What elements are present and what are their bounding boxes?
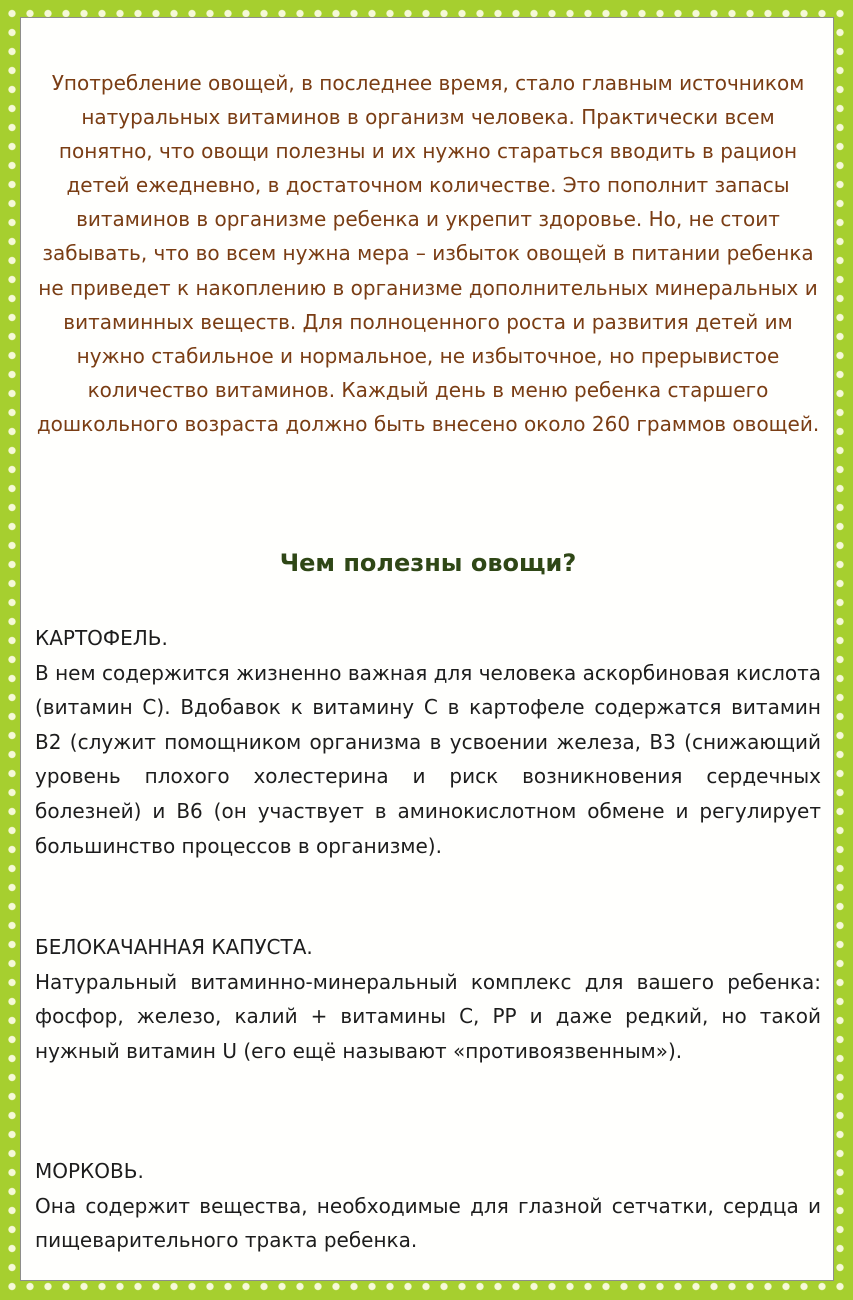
section-text-cabbage: Натуральный витаминно-минеральный комплекс для вашего ребенка: фосфор, железо, калий + витамины С, РР и даже редкий, но такой нужный витамин U (его ещё называют «противоязвенным»). <box>35 969 821 1063</box>
intro-paragraph: Употребление овощей, в последнее время, стало главным источником натуральных витаминов в организм человека. Практически всем понятно, что овощи полезны и их нужно стараться вводить в рацион детей ежедневно, в достаточном количестве. Это пополнит запасы витаминов в организме ребенка и укрепит здоровье. Но, не стоит забывать, что во всем нужна мера – избыток овощей в питании ребенка не приведет к накоплению в организме дополнительных минеральных и витаминных веществ. Для полноценного роста и развития детей им нужно стабильное и нормальное, не избыточное, но прерывистое количество витаминов. Каждый день в меню ребенка старшего дошкольного возраста должно быть внесено около 260 граммов овощей. <box>36 71 820 436</box>
section-potato <box>35 621 821 863</box>
section-text-carrot: Она содержит вещества, необходимые для глазной сетчатки, сердца и пищеварительного тракта ребенка. <box>35 1193 821 1253</box>
section-title-cabbage: БЕЛОКАЧАННАЯ КАПУСТА. <box>35 935 313 959</box>
section-title-carrot: МОРКОВЬ. <box>35 1159 144 1183</box>
section-text-potato: В нем содержится жизненно важная для человека аскорбиновая кислота (витамин С). Вдобавок к витамину С в картофеле содержатся витамин В2 (служит помощником организма в усвоении железа, В3 (снижающий уровень плохого холестерина и риск возникновения сердечных болезней) и В6 (он участвует в аминокислотном обмене и регулирует большинство процессов в организме). <box>35 660 821 858</box>
section-heading: Чем полезны овощи? <box>279 549 577 577</box>
section-title-potato: КАРТОФЕЛЬ. <box>35 626 168 650</box>
article-card <box>20 17 834 1281</box>
section-cabbage <box>35 930 821 1068</box>
section-carrot <box>35 1154 821 1258</box>
